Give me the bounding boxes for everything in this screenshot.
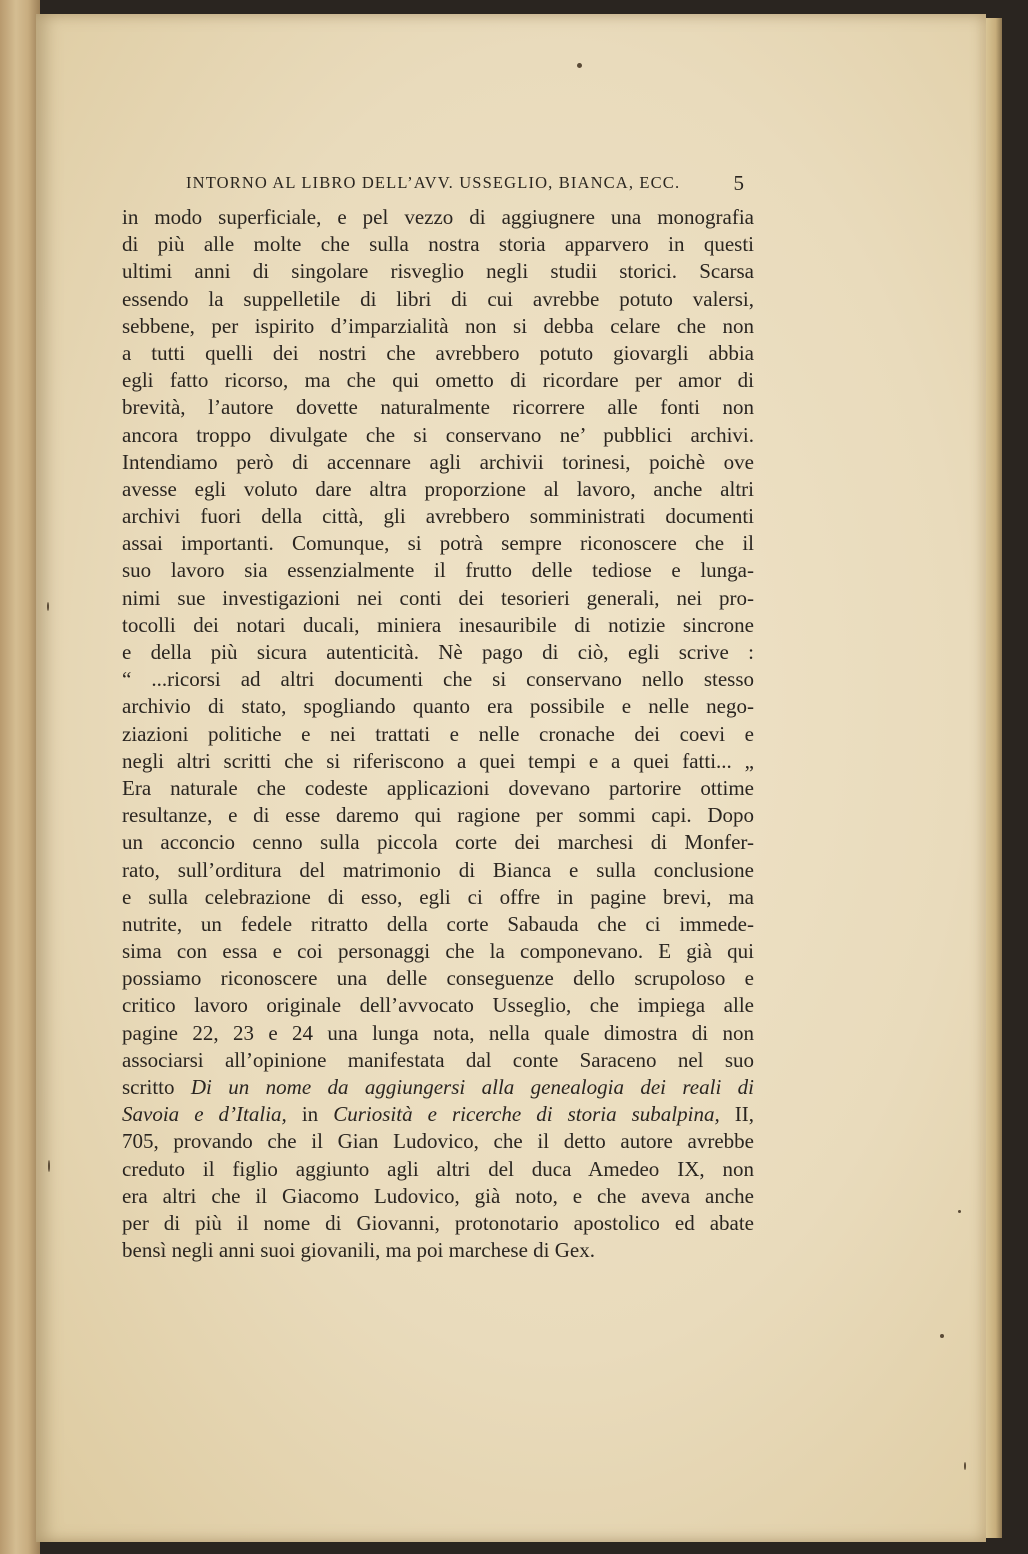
text-line: era altri che il Giacomo Ludovico, già noto, e che aveva anche (122, 1183, 754, 1208)
text-line: avesse egli voluto dare altra proporzione al lavoro, anche altri (122, 476, 754, 501)
text-line: archivio di stato, spogliando quanto era possibile e nelle nego- (122, 694, 754, 719)
text-line: brevità, l’autore dovette naturalmente ricorrere alle fonti non (122, 395, 754, 420)
page-header (186, 170, 744, 196)
italic-title: Curiosità e ricerche di storia subalpina, (333, 1102, 720, 1127)
text-line: possiamo riconoscere una delle conseguenze dello scrupoloso e (122, 966, 754, 991)
italic-title: Di un nome da aggiungersi alla genealogia dei reali di (190, 1075, 754, 1099)
text-line: sebbene, per ispirito d’imparzialità non si debba celare che non (122, 313, 754, 338)
italic-title: Savoia e d’Italia, (122, 1102, 287, 1127)
text-line: Intendiamo però di accennare agli archivii torinesi, poichè ove (122, 449, 754, 474)
text-line: di più alle molte che sulla nostra storia apparvero in questi (122, 232, 754, 257)
text-line: a tutti quelli dei nostri che avrebbero potuto giovargli abbia (122, 340, 754, 365)
page-fore-edge (986, 18, 1002, 1538)
text-line: ziazioni politiche e nei trattati e nelle cronache dei coevi e (122, 721, 754, 746)
text-line: creduto il figlio aggiunto agli altri del duca Amedeo IX, non (122, 1156, 754, 1181)
text-line: bensì negli anni suoi giovanili, ma poi marchese di Gex. (122, 1238, 595, 1263)
text-line: egli fatto ricorso, ma che qui ometto di ricordare per amor di (122, 368, 754, 393)
text-line: nimi sue investigazioni nei conti dei tesorieri generali, nei pro- (122, 585, 754, 610)
text-line: e sulla celebrazione di esso, egli ci offre in pagine brevi, ma (122, 884, 754, 909)
text-line-with-italic-title (122, 1101, 754, 1128)
paper-speck (964, 1462, 966, 1470)
text-line: rato, sull’orditura del matrimonio di Bianca e sulla conclusione (122, 857, 754, 882)
text-line: Era naturale che codeste applicazioni dovevano partorire ottime (122, 775, 754, 800)
paper-speck (577, 63, 582, 68)
text-line-with-italic-title (122, 1074, 754, 1101)
text-line: per di più il nome di Giovanni, protonotario apostolico ed abate (122, 1210, 754, 1235)
text-line: associarsi all’opinione manifestata dal conte Saraceno nel suo (122, 1047, 754, 1072)
paper-speck (958, 1210, 961, 1213)
paper-speck (48, 1160, 50, 1172)
text-line: essendo la suppelletile di libri di cui avrebbe potuto valersi, (122, 286, 754, 311)
paper-speck (47, 602, 49, 611)
text-line: nutrite, un fedele ritratto della corte Sabauda che ci immede- (122, 911, 754, 936)
running-head: INTORNO AL LIBRO DELL’AVV. USSEGLIO, BIANCA, ECC. (186, 173, 681, 192)
text-line: 705, provando che il Gian Ludovico, che il detto autore avrebbe (122, 1129, 754, 1154)
text-line: in modo superficiale, e pel vezzo di aggiugnere una monografia (122, 205, 754, 229)
paper-speck (940, 1334, 944, 1338)
text-fragment: II, (734, 1102, 755, 1127)
text-line: sima con essa e coi personaggi che la componevano. E già qui (122, 939, 754, 964)
text-fragment: scritto (122, 1075, 175, 1099)
text-line: archivi fuori della città, gli avrebbero somministrati documenti (122, 504, 754, 529)
text-line: resultanze, e di esse daremo qui ragione per sommi capi. Dopo (122, 803, 754, 828)
body-text (122, 204, 754, 1264)
text-fragment: in (301, 1102, 319, 1127)
text-line: suo lavoro sia essenzialmente il frutto delle tediose e lunga- (122, 558, 754, 583)
text-line: critico lavoro originale dell’avvocato Usseglio, che impiega alle (122, 993, 754, 1018)
text-line: “ ...ricorsi ad altri documenti che si conservano nello stesso (122, 667, 754, 692)
text-line: ultimi anni di singolare risveglio negli studii storici. Scarsa (122, 259, 754, 284)
text-line: assai importanti. Comunque, si potrà sempre riconoscere che il (122, 531, 754, 556)
text-line: ancora troppo divulgate che si conservano ne’ pubblici archivi. (122, 422, 754, 447)
text-line: tocolli dei notari ducali, miniera inesauribile di notizie sincrone (122, 612, 754, 637)
page-number: 5 (733, 171, 744, 195)
text-line: negli altri scritti che si riferiscono a quei tempi e a quei fatti... „ (122, 748, 754, 773)
book-gutter-edge (0, 0, 40, 1554)
text-line: un acconcio cenno sulla piccola corte dei marchesi di Monfer- (122, 830, 754, 855)
text-line: pagine 22, 23 e 24 una lunga nota, nella quale dimostra di non (122, 1020, 754, 1045)
text-line: e della più sicura autenticità. Nè pago di ciò, egli scrive : (122, 640, 754, 664)
